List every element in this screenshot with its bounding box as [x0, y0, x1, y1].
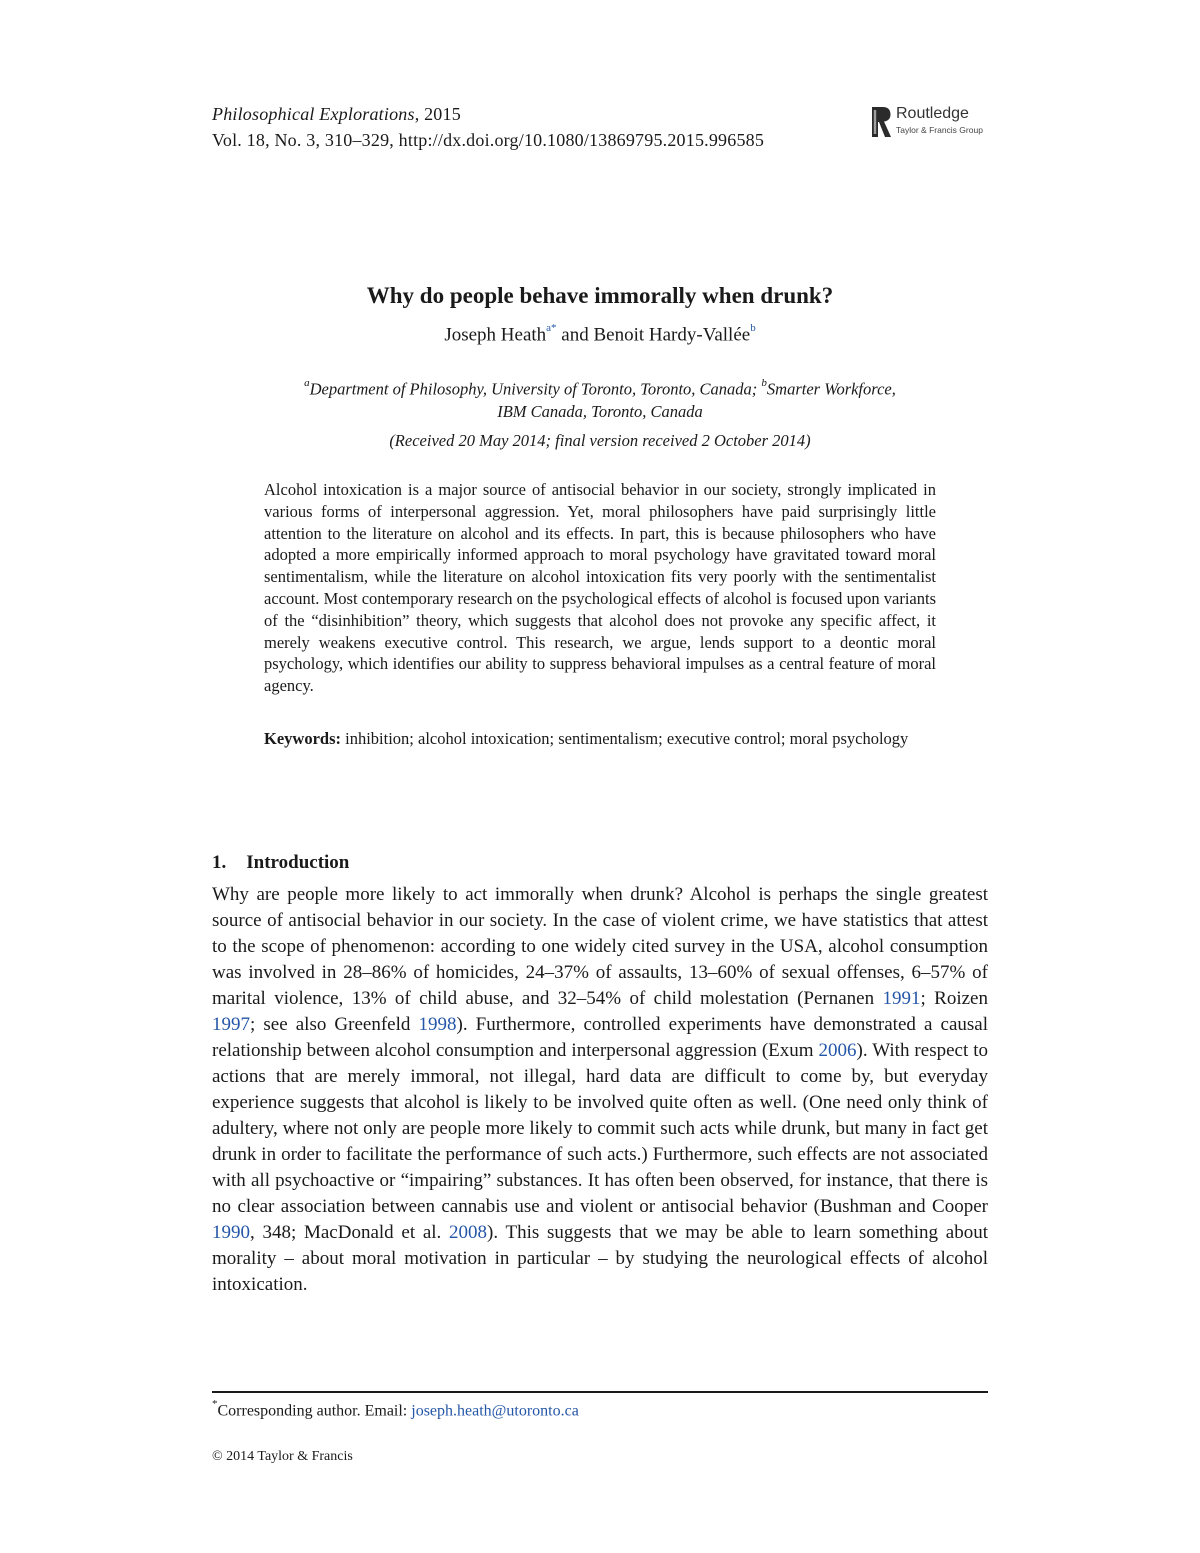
footnote-label: Corresponding author. Email:	[217, 1402, 412, 1420]
section-number: 1.	[212, 852, 227, 873]
affiliation-b: Smarter Workforce,	[766, 379, 896, 399]
section-title: Introduction	[246, 852, 350, 873]
introduction-paragraph	[212, 882, 988, 1298]
author-name: Benoit Hardy-Vallée	[593, 324, 751, 346]
keywords-label: Keywords:	[264, 729, 341, 748]
footnote-marker: *	[212, 1398, 218, 1410]
journal-year: , 2015	[414, 104, 461, 124]
citation-link[interactable]: 2006	[818, 1040, 857, 1061]
keywords-list: inhibition; alcohol intoxication; sentimentalism; executive control; moral psychology	[341, 729, 909, 748]
body-text: ; Roizen	[920, 988, 988, 1009]
abstract: Alcohol intoxication is a major source of antisocial behavior in our society, strongly implicated in various forms of interpersonal aggression. Yet, moral philosophers have paid surprisingly little attention to the literature on alcohol and its effects. In part, this is because philosophers who have adopted a more empirically informed approach to moral psychology have gravitated toward moral sentimentalism, while the literature on alcohol intoxication fits very poorly with the sentimentalist account. Most contemporary research on the psychological effects of alcohol is focused upon variants of the “disinhibition” theory, which suggests that alcohol does not provoke any specific affect, it merely weakens executive control. This research, we argue, lends support to a deontic moral psychology, which identifies our ability to suppress behavioral impulses as a central feature of moral agency.	[264, 480, 936, 696]
body-text: ). With respect to actions that are merely immoral, not illegal, hard data are difficult to come by, but everyday experience suggests that alcohol is likely to be involved quite often as well. (One need only think of adultery, where not only are people more likely to commit such acts while drunk, but many in fact get drunk in order to facilitate the performance of such acts.) Furthermore, such effects are not associated with all psychoactive or “impairing” substances. It has often been observed, for instance, that there is no clear association between cannabis use and violent or antisocial behavior (Bushman and Cooper	[212, 1040, 988, 1217]
section-heading	[212, 852, 349, 874]
affiliation-marker: b	[761, 377, 767, 389]
keywords	[264, 728, 936, 750]
citation-link[interactable]: 1998	[418, 1014, 457, 1035]
copyright-notice: © 2014 Taylor & Francis	[212, 1449, 353, 1464]
journal-volume-doi: Vol. 18, No. 3, 310–329, http://dx.doi.org/10.1080/13869795.2015.996585	[212, 130, 765, 150]
journal-citation	[212, 104, 461, 125]
body-text: , 348; MacDonald et al.	[250, 1222, 450, 1243]
body-text: ). This suggests that we may be able to learn something about morality – about moral motivation in particular – by studying the neurological effects of alcohol intoxication.	[212, 1222, 988, 1295]
author-list	[0, 324, 1200, 346]
citation-link[interactable]: 2008	[449, 1222, 488, 1243]
affiliation-marker: a	[304, 377, 310, 389]
affiliation-a: Department of Philosophy, University of Toronto, Toronto, Canada;	[309, 379, 762, 399]
footnote-divider	[212, 1391, 988, 1393]
citation-link[interactable]: 1990	[212, 1222, 250, 1243]
author-affiliation-marker[interactable]: b	[750, 322, 756, 334]
footnote	[212, 1400, 579, 1420]
body-text: Why are people more likely to act immorally when drunk? Alcohol is perhaps the single greatest source of antisocial behavior in our society. In the case of violent crime, we have statistics that attest to the scope of phenomenon: according to one widely cited survey in the USA, alcohol consumption was involved in 28–86% of homicides, 24–37% of assaults, 13–60% of sexual offenses, 6–57% of marital violence, 13% of child abuse, and 32–54% of child molestation (Pernanen	[212, 884, 988, 1009]
journal-name: Philosophical Explorations	[212, 104, 415, 124]
publisher-group: Taylor & Francis Group	[896, 125, 983, 135]
routledge-r-icon	[872, 106, 892, 138]
affiliation-b-cont: IBM Canada, Toronto, Canada	[497, 401, 703, 421]
routledge-logo	[872, 106, 1002, 140]
author-name: Joseph Heath	[444, 324, 547, 346]
author-affiliation-marker[interactable]: a*	[546, 322, 557, 334]
citation-link[interactable]: 1997	[212, 1014, 250, 1035]
email-link[interactable]: joseph.heath@utoronto.ca	[411, 1402, 579, 1420]
citation-link[interactable]: 1991	[882, 988, 921, 1009]
affiliations	[212, 374, 988, 423]
author-joiner: and	[556, 324, 594, 346]
received-dates: (Received 20 May 2014; final version received 2 October 2014)	[389, 431, 811, 450]
article-title: Why do people behave immorally when drunk?	[366, 283, 834, 308]
body-text: ; see also Greenfeld	[250, 1014, 419, 1035]
body-text: ). Furthermore, controlled experiments have demonstrated a causal relationship between alcohol consumption and interpersonal aggression (Exum	[212, 1014, 988, 1061]
publisher-name: Routledge	[896, 105, 969, 122]
